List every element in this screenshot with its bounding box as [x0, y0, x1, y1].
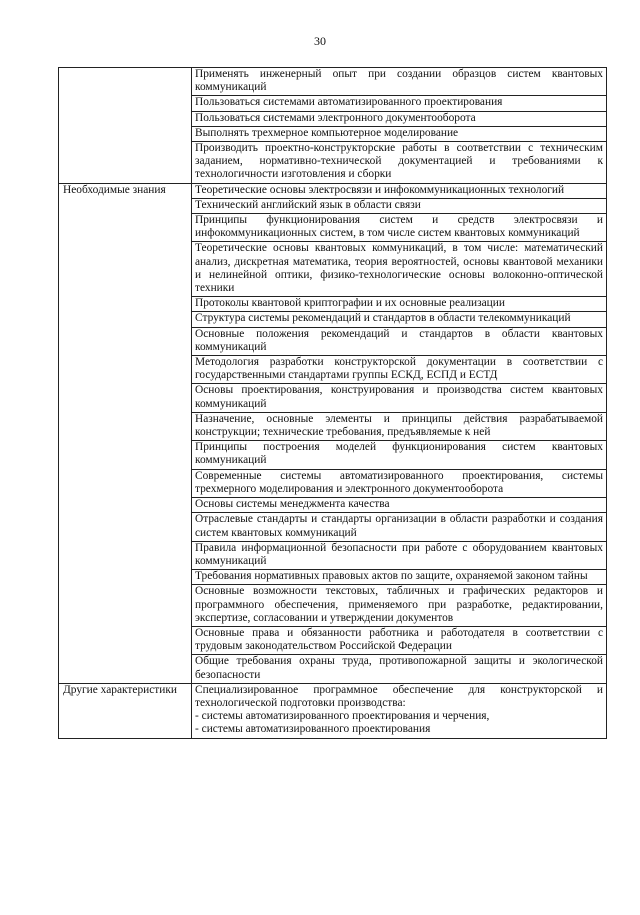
table-cell: Основные положения рекомендаций и стандартов в области квантовых коммуникаций — [192, 327, 607, 355]
section-label-knowledge: Необходимые знания — [59, 183, 192, 683]
table-cell: Принципы построения моделей функционирования систем квантовых коммуникаций — [192, 441, 607, 469]
table-cell: Основные права и обязанности работника и работодателя в соответствии с трудовым законодательством Российской Федерации — [192, 626, 607, 654]
table-cell: Правила информационной безопасности при работе с оборудованием квантовых коммуникаций — [192, 541, 607, 569]
text-line: - системы автоматизированного проектирования и черчения, — [195, 710, 490, 723]
row-label — [59, 68, 192, 184]
table-cell: Требования нормативных правовых актов по защите, охраняемой законом тайны — [192, 570, 607, 585]
table-cell: Общие требования охраны труда, противопожарной защиты и экологической безопасности — [192, 655, 607, 683]
table-cell: Протоколы квантовой криптографии и их основные реализации — [192, 297, 607, 312]
table-cell: Современные системы автоматизированного проектирования, системы трехмерного моделирования и электронного документооборота — [192, 469, 607, 497]
table-cell: Основы проектирования, конструирования и производства систем квантовых коммуникаций — [192, 384, 607, 412]
table-cell: Методология разработки конструкторской документации в соответствии с государственными стандартами группы ЕСКД, ЕСПД и ЕСТД — [192, 356, 607, 384]
table-cell: Структура системы рекомендаций и стандартов в области телекоммуникаций — [192, 312, 607, 327]
table-cell: Пользоваться системами электронного документооборота — [192, 111, 607, 126]
table-cell: Принципы функционирования систем и средств электросвязи и инфокоммуникационных систем, в том числе систем квантовых коммуникаций — [192, 214, 607, 242]
text-line: - системы автоматизированного проектирования — [195, 723, 431, 736]
table-cell: Отраслевые стандарты и стандарты организации в области разработки и создания систем квантовых коммуникаций — [192, 513, 607, 541]
section-label-other: Другие характеристики — [59, 683, 192, 738]
table-cell: Пользоваться системами автоматизированного проектирования — [192, 96, 607, 111]
requirements-table — [58, 67, 607, 739]
table-cell — [192, 683, 607, 738]
table-cell: Технический английский язык в области связи — [192, 198, 607, 213]
table-row — [59, 683, 607, 738]
table-row — [59, 183, 607, 198]
table-cell: Производить проектно-конструкторские работы в соответствии с техническим заданием, нормативно-технической документацией и требованиями к технологичности изготовления и сборки — [192, 142, 607, 184]
table-cell: Основы системы менеджмента качества — [192, 498, 607, 513]
table-cell: Теоретические основы электросвязи и инфокоммуникационных технологий — [192, 183, 607, 198]
table-cell: Теоретические основы квантовых коммуникаций, в том числе: математический анализ, дискретная математика, теория вероятностей, основы квантовой механики и нелинейной оптики, физико-технологические основы волоконно-оптической техники — [192, 242, 607, 297]
table-cell: Применять инженерный опыт при создании образцов систем квантовых коммуникаций — [192, 68, 607, 96]
page-number: 30 — [314, 34, 326, 48]
text-line: Специализированное программное обеспечение для конструкторской и технологической подготовки производства: — [195, 683, 603, 709]
table-cell: Основные возможности текстовых, табличных и графических редакторов и программного обеспечения, применяемого при разработке, редактировании, экспертизе, согласовании и утверждении документов — [192, 585, 607, 627]
table-cell: Назначение, основные элементы и принципы действия разрабатываемой конструкции; технические требования, предъявляемые к ней — [192, 412, 607, 440]
table-cell: Выполнять трехмерное компьютерное моделирование — [192, 126, 607, 141]
table-row — [59, 68, 607, 96]
